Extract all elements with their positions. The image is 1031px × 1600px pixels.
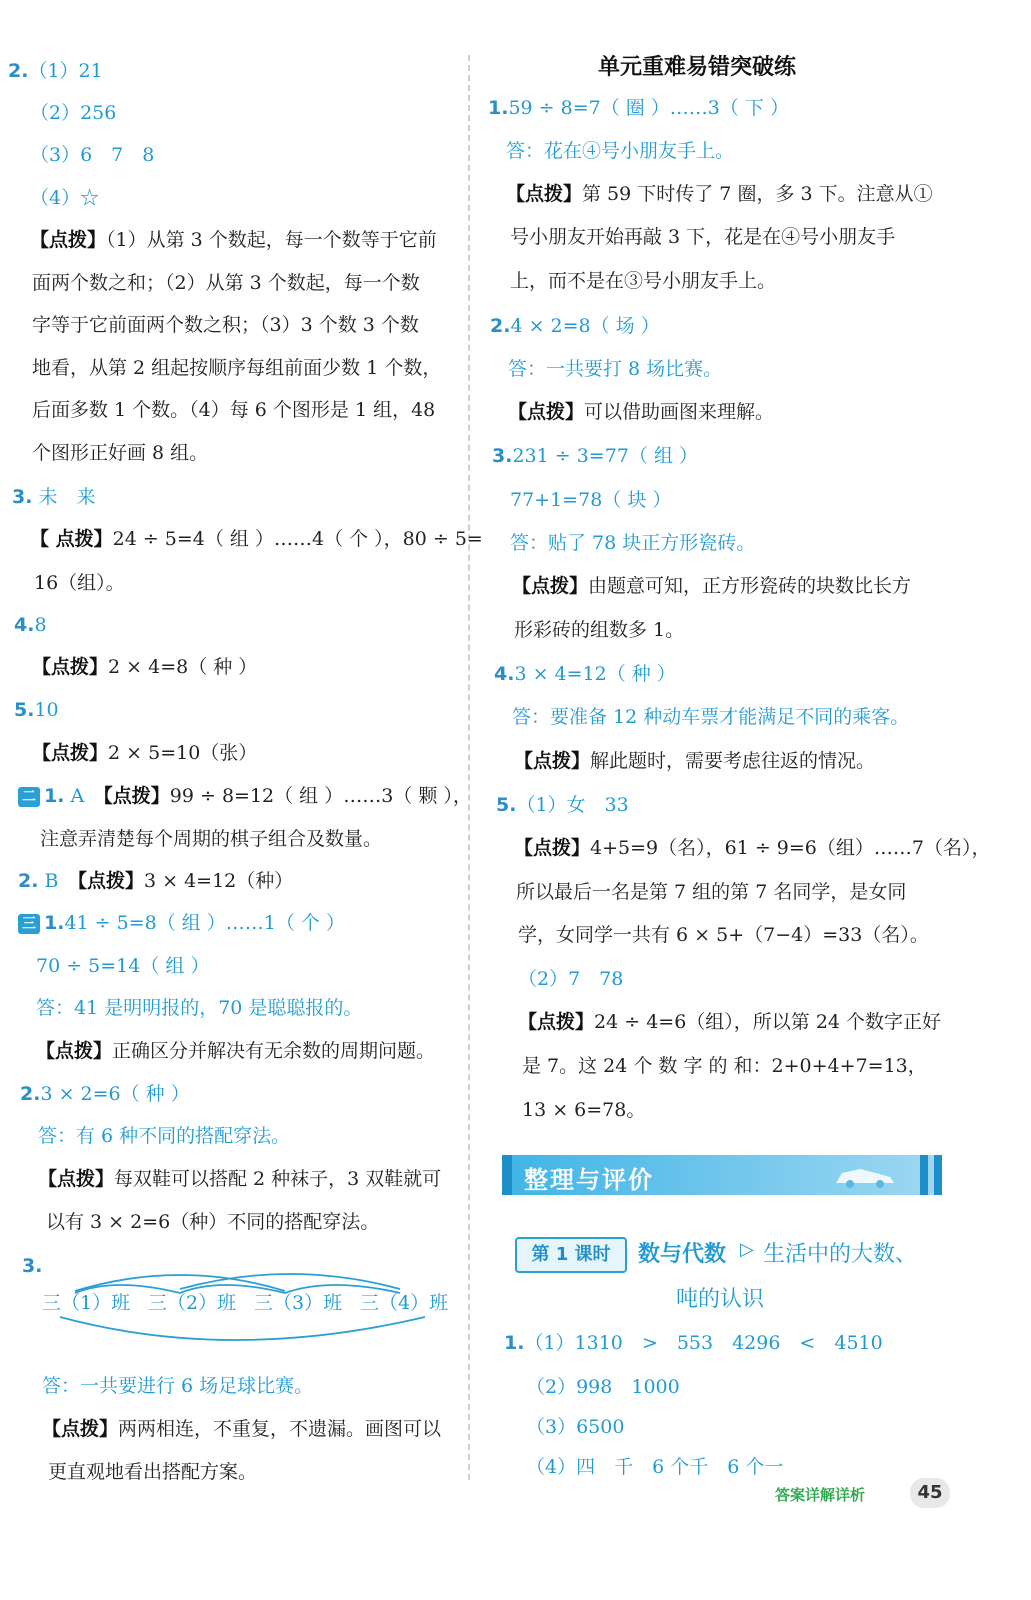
section-box-icon: 三 — [18, 914, 40, 934]
class-label-1: 三（1）班 — [42, 1292, 131, 1314]
section-box-icon: 二 — [18, 787, 40, 807]
answer-line: 答：要准备 12 种动车票才能满足不同的乘客。 — [512, 706, 910, 728]
hint-tag: 【点拨】 — [512, 575, 589, 597]
hint-line — [506, 181, 933, 207]
question-number: 1. — [504, 1332, 525, 1354]
question-number: 4. — [14, 614, 35, 636]
hint-text: 每双鞋可以搭配 2 种袜子，3 双鞋就可 — [114, 1168, 442, 1190]
hint-line — [32, 740, 257, 766]
hint-tag: 【点拨】 — [42, 1418, 119, 1440]
banner-title: 整理与评价 — [524, 1166, 654, 1194]
hint-line — [514, 835, 990, 861]
banner-stripe — [934, 1155, 942, 1195]
q2-4: （4）☆ — [30, 187, 100, 209]
question-number: 1. — [488, 97, 509, 119]
r-q5 — [496, 792, 629, 818]
hint-tag: 【点拨】 — [518, 1011, 595, 1033]
footer-label: 答案详解详析 — [775, 1486, 866, 1504]
class-label-2: 三（2）班 — [148, 1292, 237, 1314]
section-title: 单元重难易错突破练 — [598, 55, 797, 80]
lesson-subtitle-2: 吨的认识 — [676, 1287, 765, 1312]
answer-line: 70 ÷ 5=14（ 组 ） — [36, 955, 210, 977]
question-number: 2. — [20, 1083, 41, 1105]
hint-tag: 【点拨】 — [508, 401, 585, 423]
lesson-q1 — [504, 1330, 883, 1356]
lesson-tag: 第 1 课时 — [515, 1237, 627, 1273]
answer: 59 ÷ 8=7（ 圈 ）……3（ 下 ） — [508, 97, 789, 119]
hint-line — [36, 1038, 435, 1064]
r-q1 — [488, 95, 789, 121]
question-number: 2. — [8, 60, 29, 82]
q2-3: （3）6 7 8 — [30, 144, 155, 166]
answer: 3 × 2=6（ 种 ） — [40, 1083, 190, 1105]
text-line: 上，而不是在③号小朋友手上。 — [510, 270, 777, 292]
r-q2 — [490, 313, 660, 339]
text-line: 后面多数 1 个数。（4）每 6 个图形是 1 组，48 — [32, 399, 436, 421]
lesson-title: 数与代数 — [638, 1242, 727, 1267]
answer-line: 答：有 6 种不同的搭配穿法。 — [38, 1125, 291, 1147]
hint-tag: 【点拨】 — [514, 750, 591, 772]
hint-tag: 【点拨】 — [36, 1040, 113, 1062]
question-number: 4. — [494, 663, 515, 685]
hint-text: 解此题时，需要考虑往返的情况。 — [590, 750, 876, 772]
answer-line: 答：41 是明明报的，70 是聪聪报的。 — [36, 997, 363, 1019]
text-line: 是 7。这 24 个 数 字 的 和：2+0+4+7=13， — [522, 1055, 927, 1077]
question-number: 5. — [496, 794, 517, 816]
q2-1 — [8, 58, 103, 84]
answer: 231 ÷ 3=77（ 组 ） — [512, 445, 698, 467]
question-number: 3. — [12, 486, 33, 508]
answer: B — [44, 870, 59, 892]
answer: 4 × 2=8（ 场 ） — [510, 315, 660, 337]
hint-tag: 【点拨】 — [38, 1168, 115, 1190]
text-line: 个图形正好画 8 组。 — [32, 442, 209, 464]
column-divider — [468, 55, 470, 1480]
triangle-arrow-icon: ▷ — [740, 1239, 754, 1260]
section2-q1 — [18, 783, 472, 809]
answer: A — [70, 785, 85, 807]
text-line: 形彩砖的组数多 1。 — [514, 619, 685, 641]
question-number: 3. — [22, 1255, 43, 1277]
banner-left-bar — [502, 1155, 512, 1195]
question-number: 2. — [490, 315, 511, 337]
hint-text: 3 × 4=12（种） — [144, 870, 294, 892]
hint-text: 由题意可知，正方形瓷砖的块数比长方 — [588, 575, 912, 597]
hint-line — [30, 227, 437, 253]
answer: 41 ÷ 5=8（ 组 ）……1（ 个 ） — [64, 912, 345, 934]
hint-tag: 【点拨】 — [514, 837, 591, 859]
answer-line: 答：花在④号小朋友手上。 — [506, 140, 735, 162]
hint-line — [512, 573, 911, 599]
text-line: 以有 3 × 2=6（种）不同的搭配穿法。 — [46, 1211, 380, 1233]
hint-line — [518, 1009, 941, 1035]
hint-text: 24 ÷ 4=6（组），所以第 24 个数字正好 — [594, 1011, 942, 1033]
hint-line — [32, 654, 257, 680]
hint-line — [30, 526, 483, 552]
answer: （1）21 — [28, 60, 103, 82]
hint-tag: 【 点拨】 — [30, 528, 113, 550]
hint-text: 4+5=9（名），61 ÷ 9=6（组）……7（名）， — [590, 837, 991, 859]
hint-line — [42, 1416, 441, 1442]
text-line: 16（组）。 — [34, 572, 125, 594]
hint-line — [508, 399, 774, 425]
section2-q2 — [18, 868, 293, 894]
answer-line: 答：一共要进行 6 场足球比赛。 — [42, 1375, 314, 1397]
hint-text: 2 × 4=8（ 种 ） — [108, 656, 258, 678]
page-number: 45 — [910, 1478, 950, 1508]
answer-line: （3）6500 — [526, 1416, 625, 1438]
text-line: 所以最后一名是第 7 组的第 7 名同学，是女同 — [516, 881, 907, 903]
r-q4 — [494, 661, 676, 687]
text-line: 学，女同学一共有 6 × 5+（7−4）=33（名）。 — [518, 924, 929, 946]
answer: 10 — [34, 699, 59, 721]
answer: （1）女 33 — [516, 794, 629, 816]
q4 — [14, 612, 47, 638]
hint-text: 2 × 5=10（张） — [108, 742, 258, 764]
answer-line: 答：一共要打 8 场比赛。 — [508, 358, 723, 380]
r-q3 — [492, 443, 698, 469]
hint-tag: 【点拨】 — [103, 785, 170, 807]
answer-line: （2）998 1000 — [526, 1376, 680, 1398]
answer: （1）1310 > 553 4296 < 4510 — [524, 1332, 883, 1354]
connection-1-4 — [60, 1317, 425, 1340]
hint-tag: 【点拨】 — [32, 742, 109, 764]
hint-text: （1）从第 3 个数起，每一个数等于它前 — [106, 229, 437, 251]
answer: 未 来 — [38, 486, 96, 508]
text-line: 号小朋友开始再敲 3 下，花是在④号小朋友手 — [510, 226, 896, 248]
question-number: 2. — [18, 870, 39, 892]
hint-text: 正确区分并解决有无余数的周期问题。 — [112, 1040, 436, 1062]
hint-text: 第 59 下时传了 7 圈，多 3 下。注意从① — [582, 183, 933, 205]
class-label-3: 三（3）班 — [254, 1292, 343, 1314]
answer-line: 答：贴了 78 块正方形瓷砖。 — [510, 532, 756, 554]
q5 — [14, 697, 59, 723]
answer: 3 × 4=12（ 种 ） — [514, 663, 676, 685]
question-number: 5. — [14, 699, 35, 721]
q3 — [12, 484, 96, 510]
section3-q2 — [20, 1081, 190, 1107]
text-line: 面两个数之和；（2）从第 3 个数起，每一个数 — [32, 272, 420, 294]
q2-2: （2）256 — [30, 102, 117, 124]
answer: 8 — [34, 614, 47, 636]
hint-tag: 【点拨】 — [30, 229, 107, 251]
hint-text: 99 ÷ 8=12（ 组 ）……3（ 颗 ）， — [169, 785, 472, 807]
hint-line — [514, 748, 875, 774]
hint-tag: 【点拨】 — [77, 870, 144, 892]
text-line: 13 × 6=78。 — [522, 1099, 646, 1121]
banner-stripe — [920, 1155, 928, 1195]
text-line: 注意弄清楚每个周期的棋子组合及数量。 — [40, 828, 383, 850]
answer-line: 77+1=78（ 块 ） — [510, 489, 672, 511]
hint-text: 24 ÷ 5=4（ 组 ）……4（ 个 ），80 ÷ 5= — [112, 528, 483, 550]
hint-tag: 【点拨】 — [32, 656, 109, 678]
hint-line — [38, 1166, 441, 1192]
hint-text: 两两相连，不重复，不遗漏。画图可以 — [118, 1418, 442, 1440]
lesson-subtitle: 生活中的大数、 — [763, 1242, 918, 1267]
car-icon — [832, 1163, 902, 1189]
question-number: 3. — [492, 445, 513, 467]
review-banner — [502, 1155, 942, 1195]
section3-q1 — [18, 910, 345, 936]
answer-line: （4）四 千 6 个千 6 个一 — [526, 1456, 784, 1478]
text-line: 地看，从第 2 组起按顺序每组前面少数 1 个数， — [32, 357, 442, 379]
answer-line: （2）7 78 — [518, 968, 624, 990]
hint-text: 可以借助画图来理解。 — [584, 401, 775, 423]
text-line: 更直观地看出搭配方案。 — [48, 1461, 258, 1483]
hint-tag: 【点拨】 — [506, 183, 583, 205]
text-line: 字等于它前面两个数之积；（3）3 个数 3 个数 — [32, 314, 419, 336]
question-number: 1. — [44, 785, 65, 807]
class-label-4: 三（4）班 — [360, 1292, 449, 1314]
question-number: 1. — [44, 912, 65, 934]
